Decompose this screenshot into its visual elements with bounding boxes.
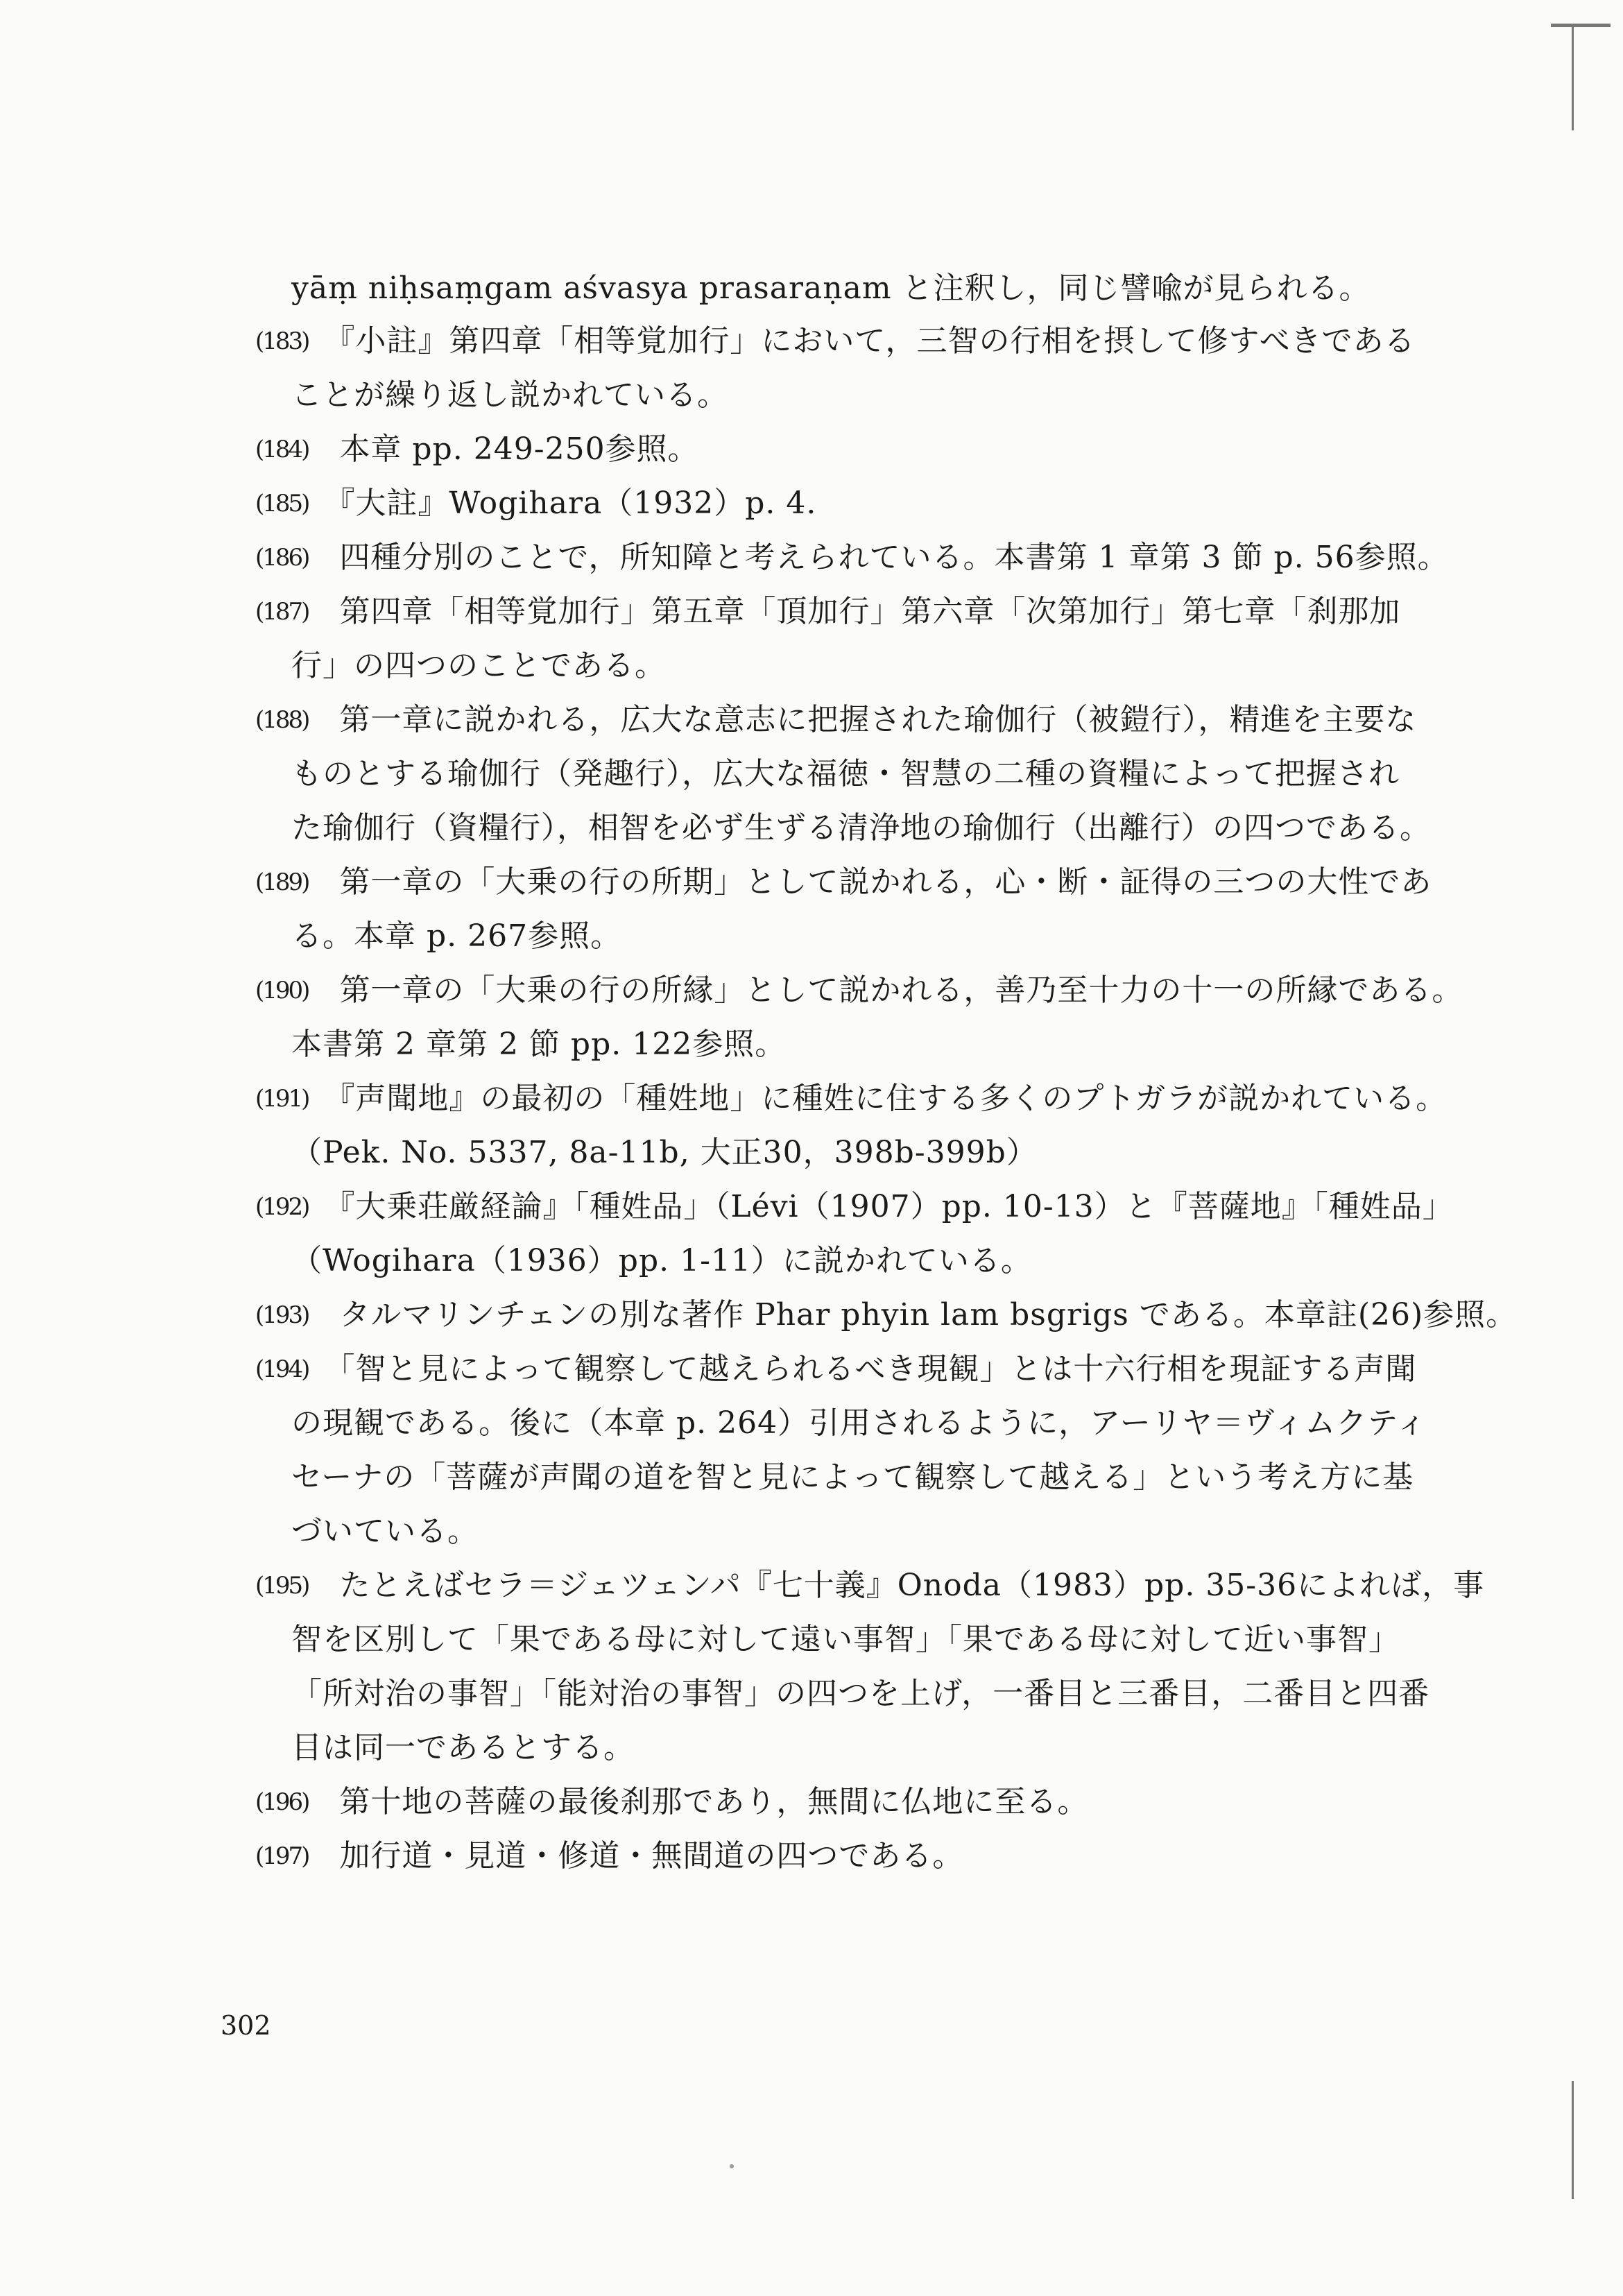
note-193: (193) タルマリンチェンの別な著作 Phar phyin lam bsgrigs である。本章註(26)参照。 xyxy=(255,1294,1517,1336)
note-186: (186) 四種分別のことで，所知障と考えられている。本書第 1 章第 3 節 p. 56参照。 xyxy=(255,537,1449,579)
note-197: (197) 加行道・見道・修道・無間道の四つである。 xyxy=(255,1835,963,1877)
note-number: (197) xyxy=(255,1842,309,1870)
note-191-line-1: (191) 『声聞地』の最初の「種姓地」に種姓に住する多くのプトガラが説かれている。 xyxy=(255,1078,1447,1120)
binding-mark-bottom xyxy=(1572,2081,1574,2199)
note-187-line-2: 行」の四つのことである。 xyxy=(291,648,666,683)
note-number: (192) xyxy=(255,1193,309,1221)
note-number: (183) xyxy=(255,327,309,355)
note-number: (191) xyxy=(255,1085,309,1113)
note-195-line-1: (195) たとえばセラ＝ジェツェンパ『七十義』Onoda（1983）pp. 35-36によれば，事 xyxy=(255,1565,1484,1607)
text-line-01: yāṃ niḥsaṃgam aśvasya prasaraṇam と注釈し，同じ譬喩が見られる。 xyxy=(291,271,1371,306)
note-183-line-1: (183) 『小註』第四章「相等覚加行」において，三智の行相を摂して修すべきである xyxy=(255,320,1416,362)
note-189-line-1: (189) 第一章の「大乗の行の所期」として説かれる，心・断・証得の三つの大性であ xyxy=(255,862,1432,903)
binding-mark-vertical xyxy=(1572,26,1574,130)
note-number: (193) xyxy=(255,1301,309,1329)
note-number: (188) xyxy=(255,706,309,734)
note-number: (190) xyxy=(255,977,309,1004)
scan-speck xyxy=(730,2164,734,2168)
page-number: 302 xyxy=(221,2010,271,2041)
note-194-line-1: (194) 「智と見によって観察して越えられるべき現観」とは十六行相を現証する声聞 xyxy=(255,1348,1416,1390)
note-number: (187) xyxy=(255,598,309,626)
note-187-line-1: (187) 第四章「相等覚加行」第五章「頂加行」第六章「次第加行」第七章「刹那加 xyxy=(255,591,1400,633)
note-185: (185) 『大註』Wogihara（1932）p. 4. xyxy=(255,483,816,524)
note-number: (185) xyxy=(255,490,309,517)
note-196: (196) 第十地の菩薩の最後刹那であり，無間に仏地に至る。 xyxy=(255,1781,1088,1823)
note-194-line-4: づいている。 xyxy=(291,1514,479,1549)
note-190-line-1: (190) 第一章の「大乗の行の所縁」として説かれる，善乃至十力の十一の所縁である。 xyxy=(255,970,1463,1011)
note-190-line-2: 本書第 2 章第 2 節 pp. 122参照。 xyxy=(291,1027,787,1062)
binding-mark-top xyxy=(1551,24,1611,27)
note-number: (195) xyxy=(255,1572,309,1600)
note-192-line-1: (192) 『大乗荘厳経論』「種姓品」（Lévi（1907）pp. 10-13）と『菩薩地』「種姓品」 xyxy=(255,1186,1454,1228)
note-number: (194) xyxy=(255,1355,309,1383)
note-192-line-2: （Wogihara（1936）pp. 1-11）に説かれている。 xyxy=(291,1243,1032,1278)
note-188-line-2: ものとする瑜伽行（発趣行），広大な福徳・智慧の二種の資糧によって把握され xyxy=(291,756,1400,791)
note-195-line-4: 目は同一であるとする。 xyxy=(291,1730,635,1765)
note-195-line-2: 智を区別して「果である母に対して遠い事智」「果である母に対して近い事智」 xyxy=(291,1622,1400,1657)
note-194-line-2: の現観である。後に（本章 p. 264）引用されるように，アーリヤ＝ヴィムクティ xyxy=(291,1405,1427,1441)
note-188-line-3: た瑜伽行（資糧行），相智を必ず生ずる清浄地の瑜伽行（出離行）の四つである。 xyxy=(291,810,1431,846)
note-number: (189) xyxy=(255,868,309,896)
note-184: (184) 本章 pp. 249-250参照。 xyxy=(255,429,699,470)
note-195-line-3: 「所対治の事智」「能対治の事智」の四つを上げ，一番目と三番目，二番目と四番 xyxy=(291,1676,1430,1711)
note-183-line-2: ことが繰り返し説かれている。 xyxy=(291,377,728,413)
note-191-line-2: （Pek. No. 5337, 8a-11b, 大正30，398b-399b） xyxy=(291,1135,1038,1170)
note-number: (196) xyxy=(255,1788,309,1816)
note-194-line-3: セーナの「菩薩が声聞の道を智と見によって観察して越える」という考え方に基 xyxy=(291,1459,1414,1495)
note-189-line-2: る。本章 p. 267参照。 xyxy=(291,918,622,954)
note-number: (184) xyxy=(255,436,309,463)
note-number: (186) xyxy=(255,544,309,572)
note-188-line-1: (188) 第一章に説かれる，広大な意志に把握された瑜伽行（被鎧行），精進を主要な xyxy=(255,699,1416,741)
